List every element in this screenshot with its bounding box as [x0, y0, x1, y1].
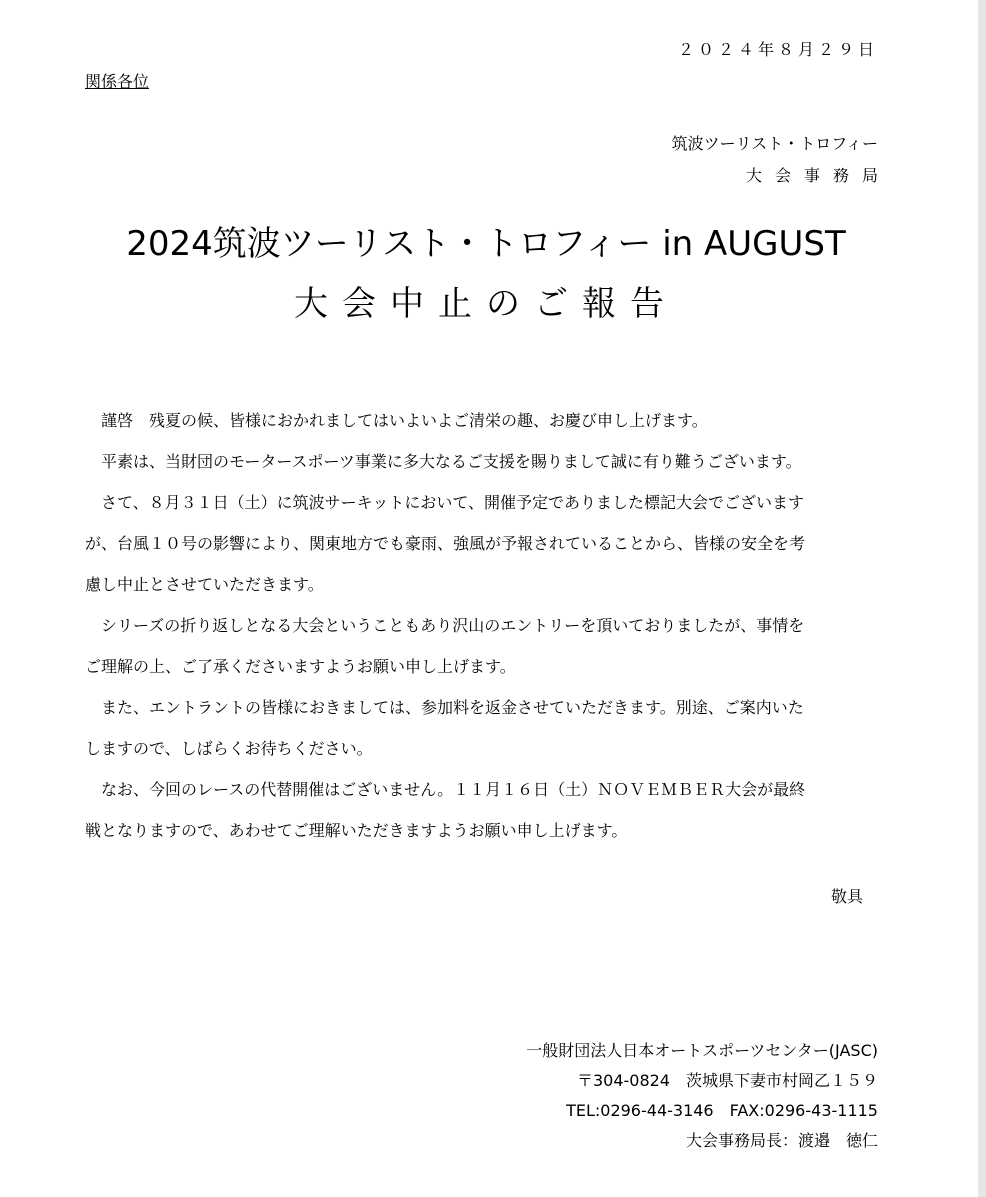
- body-line: なお、今回のレースの代替開催はございません。１１月１６日（土）ＮＯＶＥＭＢＥＲ大会が最終: [101, 780, 806, 799]
- viewer-edge: [978, 0, 986, 1197]
- body-line: ご理解の上、ご了承くださいますようお願い申し上げます。: [85, 657, 516, 676]
- footer-address: 〒304-0824 茨城県下妻市村岡乙１５９: [576, 1071, 878, 1090]
- body-text: [85, 400, 875, 851]
- document-title: [85, 220, 887, 328]
- body-line: 平素は、当財団のモータースポーツ事業に多大なるご支援を賜りまして誠に有り難うございます。: [101, 452, 802, 471]
- body-line: 戦となりますので、あわせてご理解いただきますようお願い申し上げます。: [85, 821, 628, 840]
- footer-director: 大会事務局長：渡邉 徳仁: [685, 1131, 878, 1150]
- title-line-2: 大会中止のご報告: [294, 284, 678, 324]
- addressee: 関係各位: [85, 72, 150, 91]
- body-line: シリーズの折り返しとなる大会ということもあり沢山のエントリーを頂いておりましたが、事情を: [101, 616, 805, 635]
- footer-organization: 一般財団法人日本オートスポーツセンター(JASC): [526, 1041, 878, 1060]
- sender-organization: 筑波ツーリスト・トロフィー: [671, 134, 878, 153]
- sender-office: 大会事務局: [745, 166, 891, 185]
- title-line-1: 2024筑波ツーリスト・トロフィー in AUGUST: [126, 224, 846, 264]
- body-line: しますので、しばらくお待ちください。: [85, 739, 373, 758]
- closing-phrase: 敬具: [830, 887, 863, 906]
- sender-block: [671, 128, 891, 192]
- body-line: さて、８月３１日（土）に筑波サーキットにおいて、開催予定でありました標記大会でございます: [101, 493, 805, 512]
- body-line: が、台風１０号の影響により、関東地方でも豪雨、強風が予報されていることから、皆様の安全を考: [85, 534, 806, 553]
- body-line: 慮し中止とさせていただきます。: [85, 575, 324, 594]
- body-line: また、エントラントの皆様におきましては、参加料を返金させていただきます。別途、ご案内いた: [101, 698, 804, 717]
- footer-phone-fax: TEL:0296-44-3146 FAX:0296-43-1115: [566, 1101, 878, 1120]
- body-line: 謹啓 残夏の候、皆様におかれましてはいよいよご清栄の趣、お慶び申し上げます。: [101, 411, 708, 430]
- document-date: ２０２４年８月２９日: [677, 40, 878, 59]
- footer-contact: [526, 1036, 878, 1156]
